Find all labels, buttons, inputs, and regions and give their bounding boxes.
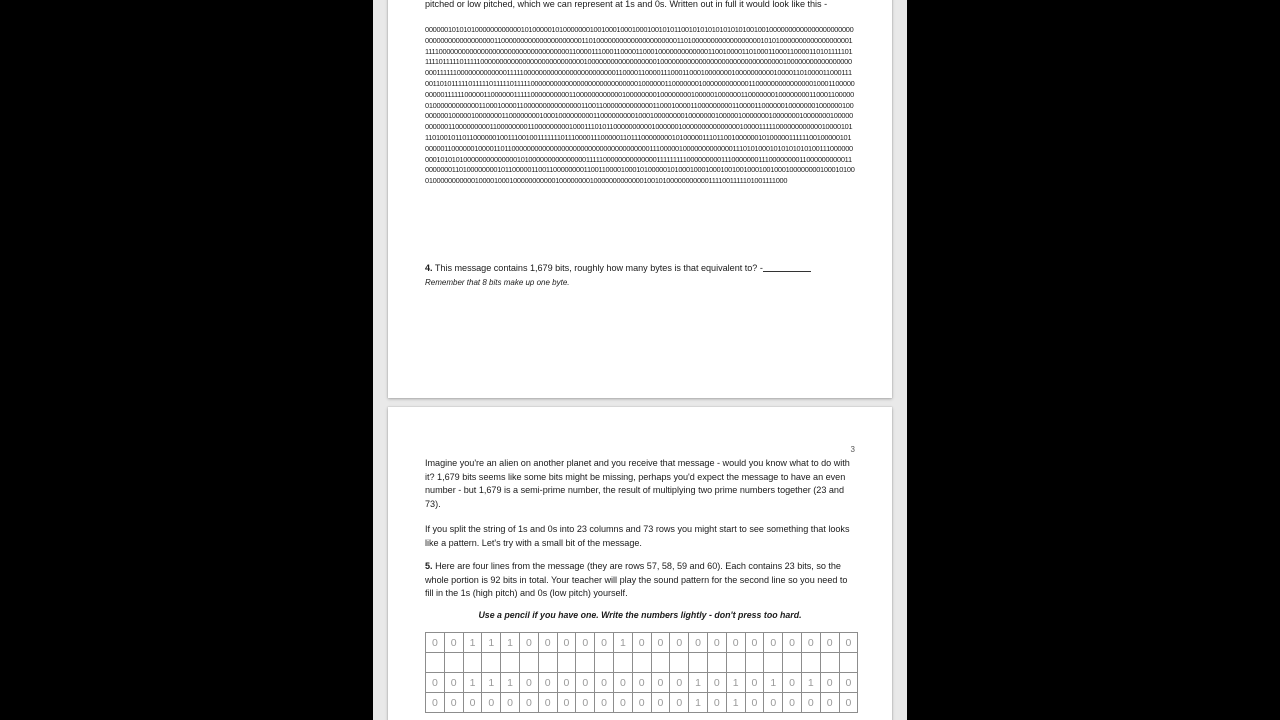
bit-cell-empty[interactable] — [595, 653, 614, 673]
binary-message-block: 000000101010100000000000010100000101000000010010001000100010010101100101010101010101001001000000000000000000000000000000000000000011000000000000000000000110100000000000000000000011010000000000000000001010100000000000000000011111000000000000000000000000000000000011000011100011000011000100000000000001100100001101000110001100001101011111011111011111011111000000000000000000000000000100000000000000000010000000000000000000000000000000010000000000000000000011111100000000000001111100000000000000000000000011000011000011100011000100000001000000000010000110100001100011100110101111101111101111101111100000000000000000000000000001000000110000000100000000000011000000000000000100011000000000011111100000110000001111100000000001100000000000010000000010000000010000010000001100000001000000001100011000000100000000000011000100001100000000000000011001100000000000001100010000110000000001100001100000010000000100000010000000010000010000000110000000010001000000000110000000001000100000000100000001000001000000010000000100000001000000000001100000000011000000001100000000010001110101100000000001000000100000000000000010000111110000000000001000010111010010110110000001001110010011111110111000011100000110111000000001010000011101100100000010100000111111001000001010000011000000100001101100000000000000000000000000000000000011100000100000000000001110101000101010101010011100000000010101010000000000000010100000000000000011111000000000000001111111110000000001110000000111000000001100000000001100000001101000000001011000001100110000000011001100001000101000001010001000100010010010001001000100000000100010100010000000000010000100010000000000010000000010000000000000100101000000000001111001111101001111000 — [425, 25, 855, 186]
bit-cell[interactable]: 0 — [820, 673, 839, 693]
bit-cell[interactable]: 0 — [783, 673, 802, 693]
bit-cell[interactable]: 0 — [820, 633, 839, 653]
bit-cell-empty[interactable] — [839, 653, 858, 673]
bit-cell[interactable]: 0 — [839, 693, 858, 713]
bit-cell-empty[interactable] — [576, 653, 595, 673]
bit-cell[interactable]: 0 — [576, 693, 595, 713]
bit-cell[interactable]: 0 — [745, 633, 764, 653]
bit-cell-empty[interactable] — [613, 653, 632, 673]
question-5-number: 5. — [425, 561, 433, 571]
bit-cell-empty[interactable] — [557, 653, 576, 673]
bit-cell-empty[interactable] — [670, 653, 689, 673]
page-2-content — [388, 407, 892, 720]
bit-table-row — [426, 693, 858, 713]
bit-cell[interactable]: 1 — [764, 673, 783, 693]
bit-cell-empty[interactable] — [426, 653, 445, 673]
bit-cell[interactable]: 0 — [595, 673, 614, 693]
bit-table-body — [426, 633, 858, 713]
bit-cell[interactable]: 0 — [519, 633, 538, 653]
bit-cell[interactable]: 0 — [651, 693, 670, 713]
bit-table[interactable] — [425, 632, 858, 713]
bit-cell[interactable]: 1 — [501, 633, 520, 653]
bit-cell[interactable]: 0 — [670, 633, 689, 653]
bit-cell-empty[interactable] — [764, 653, 783, 673]
bit-cell[interactable]: 0 — [538, 693, 557, 713]
bit-cell[interactable]: 0 — [726, 633, 745, 653]
question-4-text: This message contains 1,679 bits, roughly how many bytes is that equivalent to? - — [434, 263, 763, 273]
bit-cell[interactable]: 0 — [426, 693, 445, 713]
bit-cell[interactable]: 1 — [482, 633, 501, 653]
bit-cell[interactable]: 0 — [764, 693, 783, 713]
bit-cell[interactable]: 1 — [689, 673, 708, 693]
bit-cell[interactable]: 0 — [839, 633, 858, 653]
bit-cell[interactable]: 0 — [801, 633, 820, 653]
bit-cell[interactable]: 0 — [538, 673, 557, 693]
bit-cell[interactable]: 0 — [482, 693, 501, 713]
bit-cell[interactable]: 0 — [745, 673, 764, 693]
bit-cell[interactable]: 1 — [689, 693, 708, 713]
bit-cell-empty[interactable] — [820, 653, 839, 673]
bit-cell[interactable]: 0 — [463, 693, 482, 713]
bit-table-wrapper — [425, 632, 858, 713]
page2-paragraph-2: If you split the string of 1s and 0s into 23 columns and 73 rows you might start to see something that looks like a pattern. Let's try with a small bit of the message. — [425, 524, 850, 548]
bit-cell[interactable]: 0 — [764, 633, 783, 653]
bit-cell[interactable]: 0 — [651, 673, 670, 693]
bit-cell-empty[interactable] — [463, 653, 482, 673]
bit-cell-empty[interactable] — [482, 653, 501, 673]
bit-cell[interactable]: 0 — [632, 633, 651, 653]
bit-cell[interactable]: 0 — [557, 633, 576, 653]
bit-cell[interactable]: 0 — [576, 633, 595, 653]
bit-cell[interactable]: 1 — [463, 673, 482, 693]
bit-cell[interactable]: 0 — [632, 693, 651, 713]
bit-cell[interactable]: 0 — [557, 693, 576, 713]
bit-cell[interactable]: 0 — [632, 673, 651, 693]
bit-cell[interactable]: 1 — [463, 633, 482, 653]
question-5-text: Here are four lines from the message (they are rows 57, 58, 59 and 60). Each contains 23 bits, so the whole portion is 92 bits in total. Your teacher will play the sound pattern for the second line so you need to fill in the 1s (high pitch) and 0s (low pitch) yourself. — [425, 561, 848, 599]
pencil-note: Use a pencil if you have one. Write the numbers lightly - don't press too hard. — [478, 610, 802, 620]
bit-cell[interactable]: 0 — [689, 633, 708, 653]
bit-cell[interactable]: 0 — [538, 633, 557, 653]
bit-cell[interactable]: 0 — [613, 673, 632, 693]
bit-cell-empty[interactable] — [632, 653, 651, 673]
answer-blank-line[interactable] — [763, 271, 811, 272]
bit-table-row — [426, 633, 858, 653]
question-4 — [425, 262, 855, 276]
bit-cell[interactable]: 0 — [820, 693, 839, 713]
page1-top-paragraph: pitched or low pitched, which we can represent at 1s and 0s. Written out in full it would look like this - — [425, 0, 828, 9]
bit-cell[interactable]: 0 — [444, 633, 463, 653]
bit-cell-empty[interactable] — [707, 653, 726, 673]
bit-cell-empty[interactable] — [783, 653, 802, 673]
bit-cell[interactable]: 0 — [670, 673, 689, 693]
bit-cell[interactable]: 0 — [707, 693, 726, 713]
bit-cell[interactable]: 0 — [519, 673, 538, 693]
bit-cell-empty[interactable] — [538, 653, 557, 673]
bit-cell-empty[interactable] — [651, 653, 670, 673]
bit-cell-empty[interactable] — [501, 653, 520, 673]
bit-cell[interactable]: 0 — [501, 693, 520, 713]
bit-cell-empty[interactable] — [444, 653, 463, 673]
bit-cell[interactable]: 0 — [801, 693, 820, 713]
bit-table-row — [426, 673, 858, 693]
bit-cell[interactable]: 1 — [801, 673, 820, 693]
document-page-1 — [388, 0, 892, 398]
bit-cell[interactable]: 0 — [595, 633, 614, 653]
bit-cell[interactable]: 0 — [839, 673, 858, 693]
bit-cell[interactable]: 0 — [595, 693, 614, 713]
question-4-number: 4. — [425, 263, 433, 273]
bit-cell[interactable]: 0 — [783, 633, 802, 653]
bit-cell[interactable]: 1 — [501, 673, 520, 693]
bit-cell[interactable]: 1 — [613, 633, 632, 653]
bit-cell-empty[interactable] — [726, 653, 745, 673]
page2-paragraph-1: Imagine you're an alien on another planet and you receive that message - would you know what to do with it? 1,679 bits seems like some bits might be missing, perhaps you'd expect the message to have an even number - but 1,679 is a semi-prime number, the result of multiplying two prime numbers together (23 and 73). — [425, 458, 850, 509]
bit-cell[interactable]: 1 — [726, 673, 745, 693]
bit-cell[interactable]: 0 — [444, 673, 463, 693]
document-page-2 — [388, 407, 892, 720]
bit-cell[interactable]: 0 — [651, 633, 670, 653]
bit-cell[interactable]: 0 — [444, 693, 463, 713]
bit-cell[interactable]: 0 — [670, 693, 689, 713]
page-number: 3 — [850, 445, 855, 454]
bit-cell[interactable]: 0 — [426, 673, 445, 693]
bit-cell[interactable]: 0 — [426, 633, 445, 653]
question-5 — [425, 560, 855, 601]
bit-cell[interactable]: 1 — [482, 673, 501, 693]
bit-cell[interactable]: 1 — [726, 693, 745, 713]
page-1-content — [388, 0, 892, 398]
bit-cell-empty[interactable] — [689, 653, 708, 673]
bit-cell[interactable]: 0 — [519, 693, 538, 713]
bit-cell-empty[interactable] — [745, 653, 764, 673]
bit-table-row — [426, 653, 858, 673]
bit-cell[interactable]: 0 — [576, 673, 595, 693]
bit-cell-empty[interactable] — [519, 653, 538, 673]
bit-cell[interactable]: 0 — [745, 693, 764, 713]
bit-cell[interactable]: 0 — [613, 693, 632, 713]
bit-cell[interactable]: 0 — [707, 633, 726, 653]
bit-cell[interactable]: 0 — [783, 693, 802, 713]
bit-cell-empty[interactable] — [801, 653, 820, 673]
bit-cell[interactable]: 0 — [707, 673, 726, 693]
question-4-hint: Remember that 8 bits make up one byte. — [425, 277, 570, 287]
bit-cell[interactable]: 0 — [557, 673, 576, 693]
pdf-viewer[interactable] — [373, 0, 907, 720]
